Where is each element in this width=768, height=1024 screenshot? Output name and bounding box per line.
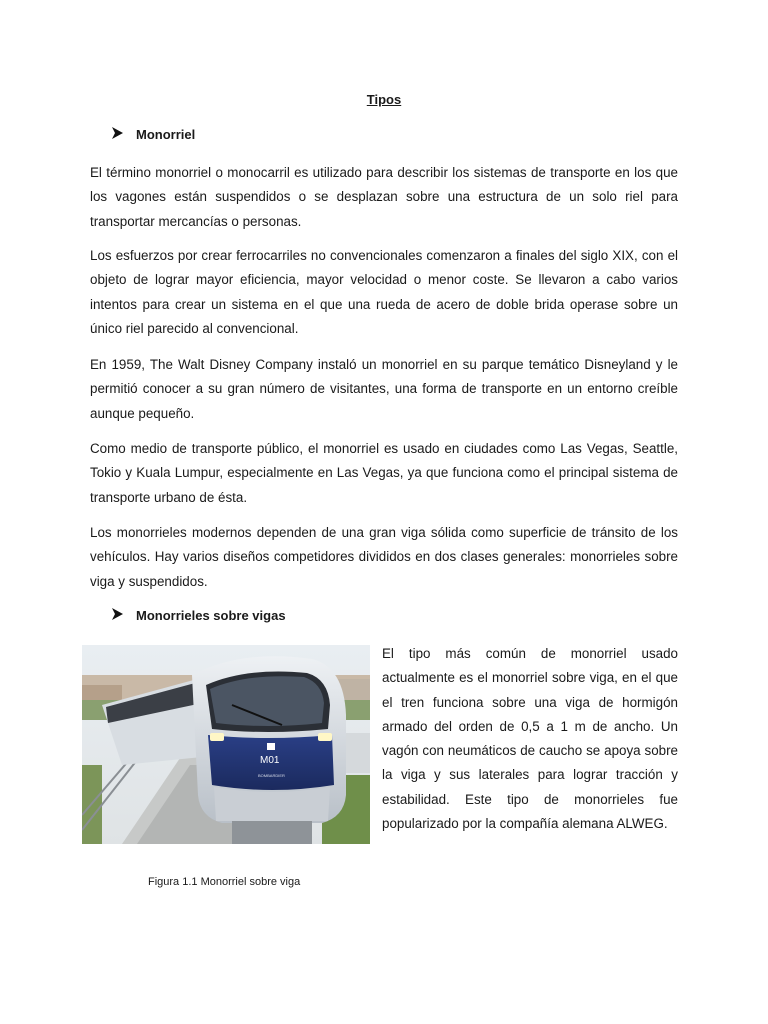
train-brand-label: BOMBARDIER <box>258 773 285 778</box>
paragraph-5: Los monorrieles modernos dependen de una gran viga sólida como superficie de tránsito de los vehículos. Hay varios diseños competidores divididos en dos clases generales: monorrieles sobre viga y suspendidos. <box>90 525 678 589</box>
paragraph-3: En 1959, The Walt Disney Company instaló un monorriel en su parque temático Disneyland y le permitió conocer a su gran número de visitantes, una forma de transporte en un entorno creíble aunque pequeño. <box>90 357 678 421</box>
paragraph-4: Como medio de transporte público, el monorriel es usado en ciudades como Las Vegas, Seattle, Tokio y Kuala Lumpur, especialmente en Las Vegas, ya que funciona como el principal sistema de transporte urbano de ésta. <box>90 441 678 505</box>
train-number-label: M01 <box>260 755 280 766</box>
section-heading-label: Monorriel <box>136 127 196 142</box>
figure-caption: Figura 1.1 Monorriel sobre viga <box>148 876 301 888</box>
section-heading-vigas <box>112 608 286 623</box>
monorail-photo <box>82 645 370 844</box>
paragraph-2: Los esfuerzos por crear ferrocarriles no convencionales comenzaron a finales del siglo XIX, con el objeto de lograr mayor eficiencia, mayor velocidad o menor coste. Se llevaron a cabo varios intentos para crear un sistema en el que una rueda de acero de doble brida operase sobre un único riel parecido al convencional. <box>90 248 678 336</box>
paragraph-1: El término monorriel o monocarril es utilizado para describir los sistemas de transporte en los que los vagones están suspendidos o se desplazan sobre una estructura de un solo riel para transportar mercancías o personas. <box>90 165 678 229</box>
section-heading-monorriel <box>112 127 195 142</box>
arrowhead-bullet-icon <box>112 608 136 623</box>
side-paragraph: El tipo más común de monorriel usado actualmente es el monorriel sobre viga, en el que el tren funciona sobre una viga de hormigón armado del orden de 0,5 a 1 m de ancho. Un vagón con neumáticos de caucho se apoya sobre la viga y sus laterales para lograr tracción y estabilidad. Este tipo de monorrieles fue popularizado por la compañía alemana ALWEG. <box>382 646 678 832</box>
page-title: Tipos <box>366 92 402 107</box>
section-heading-label: Monorrieles sobre vigas <box>136 608 286 623</box>
arrowhead-bullet-icon <box>112 127 136 142</box>
